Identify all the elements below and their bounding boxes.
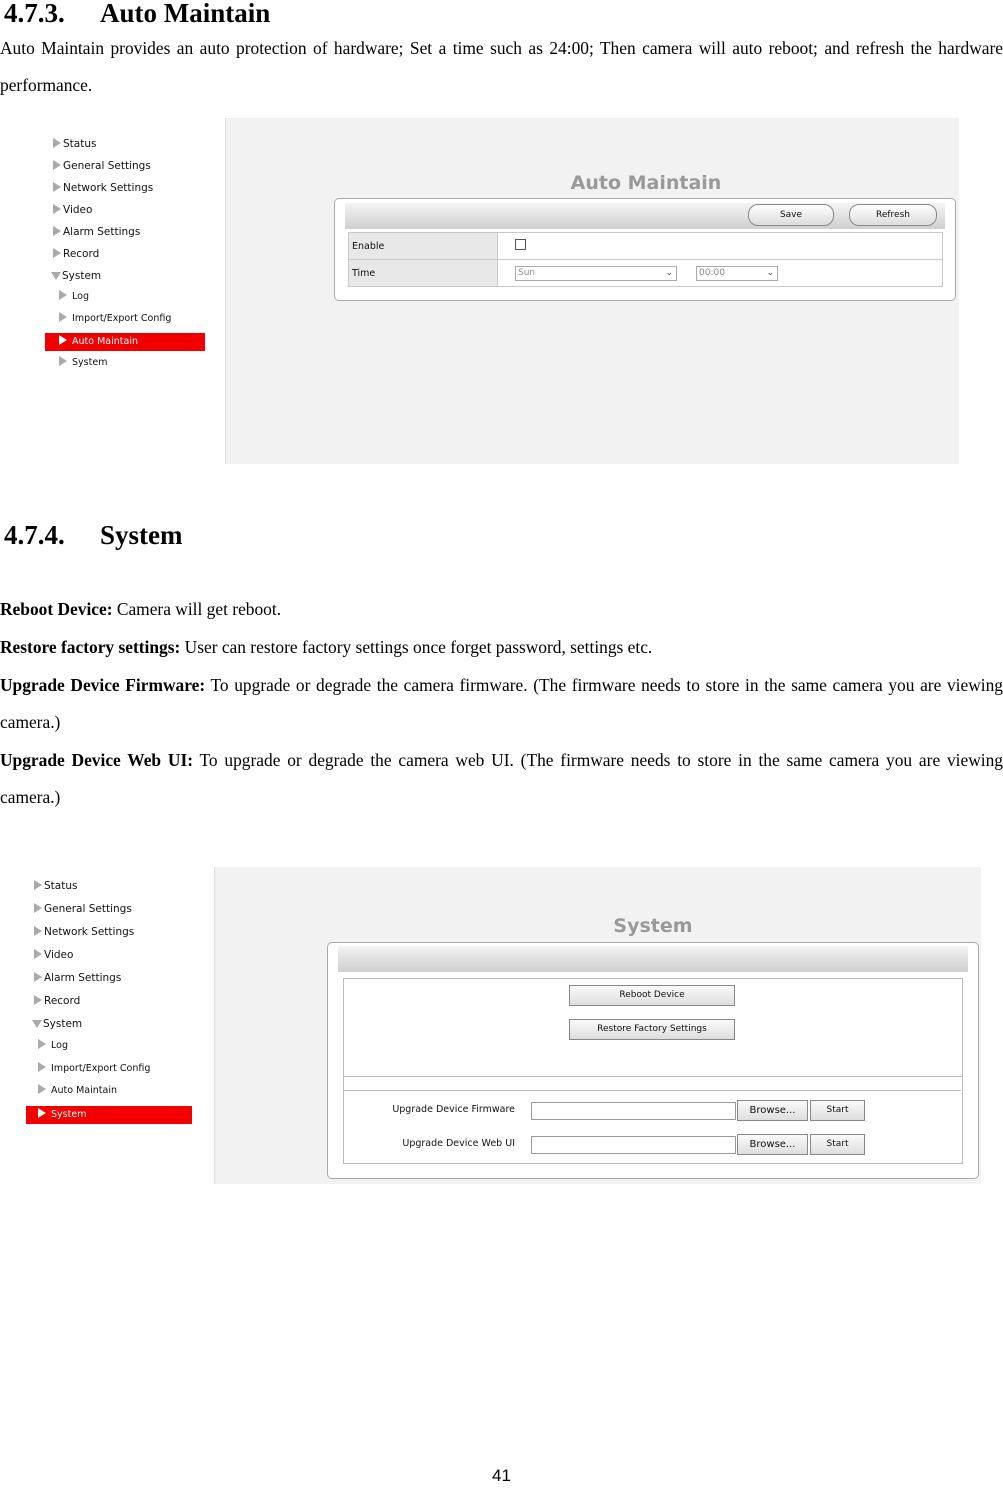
upgrade-webui-label: Upgrade Device Web UI	[402, 1138, 515, 1149]
settings-table	[348, 232, 943, 287]
nav-item-alarm-settings[interactable]: Alarm Settings	[53, 223, 140, 241]
subnav-item-import-export[interactable]: Import/Export Config	[59, 310, 171, 328]
reboot-device-button[interactable]: Reboot Device	[569, 985, 735, 1006]
expand-arrow-icon	[34, 972, 42, 982]
enable-row	[349, 233, 943, 260]
section-heading-auto-maintain	[4, 0, 270, 27]
time-label: Time	[349, 260, 498, 287]
section-number: 4.7.4.	[4, 520, 65, 550]
page-number: 41	[492, 1466, 511, 1485]
nav-item-general-settings[interactable]: General Settings	[34, 900, 132, 918]
expand-arrow-icon	[53, 226, 61, 236]
nav-item-system[interactable]: System	[32, 1015, 82, 1033]
chevron-down-icon: ⌄	[665, 267, 673, 278]
expand-arrow-icon	[53, 248, 61, 258]
definition-term: Restore factory settings:	[0, 637, 181, 657]
nav-item-general-settings[interactable]: General Settings	[53, 157, 151, 175]
upgrade-firmware-label: Upgrade Device Firmware	[392, 1104, 515, 1115]
sidebar-nav	[24, 861, 214, 1184]
section-title: System	[100, 520, 183, 550]
nav-item-status[interactable]: Status	[34, 877, 77, 895]
expand-arrow-icon	[38, 1039, 46, 1049]
section-title: Auto Maintain	[100, 0, 271, 28]
time-cell	[498, 260, 943, 287]
expand-arrow-icon	[38, 1062, 46, 1072]
section-heading-system	[4, 522, 183, 549]
webui-start-button[interactable]: Start	[810, 1134, 865, 1155]
chevron-down-icon: ⌄	[766, 267, 775, 278]
expand-arrow-icon	[59, 312, 67, 322]
subnav-item-system[interactable]: System	[59, 354, 107, 372]
definition-term: Upgrade Device Web UI:	[0, 750, 194, 770]
auto-maintain-screenshot	[37, 118, 959, 464]
content-area	[225, 118, 959, 464]
nav-item-video[interactable]: Video	[53, 201, 92, 219]
subnav-item-log[interactable]: Log	[38, 1037, 68, 1055]
firmware-browse-button[interactable]: Browse...	[737, 1100, 808, 1121]
content-area	[214, 867, 981, 1184]
expand-arrow-icon	[53, 204, 61, 214]
page-title: System	[613, 915, 693, 937]
time-select[interactable]: 00:00 ⌄	[696, 266, 778, 281]
nav-item-alarm-settings[interactable]: Alarm Settings	[34, 969, 121, 987]
enable-cell	[498, 233, 943, 260]
definition-reboot	[0, 591, 1003, 628]
save-button[interactable]: Save	[748, 204, 834, 226]
nav-item-video[interactable]: Video	[34, 946, 73, 964]
expand-arrow-icon	[59, 356, 67, 366]
nav-item-network-settings[interactable]: Network Settings	[34, 923, 134, 941]
expand-arrow-icon	[53, 160, 61, 170]
webui-browse-button[interactable]: Browse...	[737, 1134, 808, 1155]
expand-arrow-icon	[38, 1084, 46, 1094]
collapse-arrow-icon	[32, 1020, 42, 1028]
definition-firmware	[0, 667, 1003, 741]
day-select[interactable]: Sun ⌄	[515, 266, 677, 281]
definition-text: Camera will get reboot.	[112, 599, 282, 619]
section-paragraph: Auto Maintain provides an auto protection of hardware; Set a time such as 24:00; Then camera will auto reboot; and refresh the hardware performance.	[0, 38, 1003, 95]
restore-factory-button[interactable]: Restore Factory Settings	[569, 1019, 735, 1040]
definition-text: User can restore factory settings once forget password, settings etc.	[180, 637, 653, 657]
system-screenshot	[24, 861, 981, 1184]
expand-arrow-icon	[34, 926, 42, 936]
expand-arrow-icon	[59, 290, 67, 300]
definition-restore	[0, 629, 1003, 666]
nav-item-status[interactable]: Status	[53, 135, 96, 153]
system-panel	[327, 942, 979, 1179]
section-number: 4.7.3.	[4, 0, 65, 28]
enable-checkbox[interactable]	[515, 239, 526, 250]
time-row	[349, 260, 943, 287]
subnav-item-import-export[interactable]: Import/Export Config	[38, 1060, 150, 1078]
nav-item-network-settings[interactable]: Network Settings	[53, 179, 153, 197]
refresh-button[interactable]: Refresh	[849, 204, 937, 226]
subnav-item-auto-maintain[interactable]: Auto Maintain	[45, 333, 205, 351]
firmware-file-input[interactable]	[531, 1102, 736, 1120]
nav-item-system[interactable]: System	[51, 267, 101, 285]
expand-arrow-icon	[34, 995, 42, 1005]
definition-webui	[0, 742, 1003, 816]
expand-arrow-icon	[34, 949, 42, 959]
subnav-item-auto-maintain[interactable]: Auto Maintain	[38, 1082, 117, 1100]
panel-toolbar	[338, 946, 968, 972]
expand-arrow-icon	[38, 1108, 46, 1118]
expand-arrow-icon	[34, 903, 42, 913]
webui-file-input[interactable]	[531, 1136, 736, 1154]
nav-item-record[interactable]: Record	[34, 992, 80, 1010]
upgrade-header-strip	[343, 1076, 961, 1091]
subnav-item-log[interactable]: Log	[59, 288, 89, 306]
expand-arrow-icon	[59, 335, 67, 345]
definition-text: To upgrade or degrade the camera web UI. (The firmware needs to store in the same camera you are viewing camera.)	[0, 750, 1003, 807]
expand-arrow-icon	[53, 138, 61, 148]
definition-term: Reboot Device:	[0, 599, 113, 619]
definition-text: To upgrade or degrade the camera firmware. (The firmware needs to store in the same camera you are viewing camera.)	[0, 675, 1003, 732]
firmware-start-button[interactable]: Start	[810, 1100, 865, 1121]
nav-item-record[interactable]: Record	[53, 245, 99, 263]
expand-arrow-icon	[34, 880, 42, 890]
enable-label: Enable	[349, 233, 498, 260]
auto-maintain-panel	[334, 198, 956, 301]
sidebar-nav	[37, 118, 225, 464]
page-title: Auto Maintain	[570, 172, 722, 194]
definition-term: Upgrade Device Firmware:	[0, 675, 206, 695]
subnav-item-system[interactable]: System	[26, 1106, 192, 1124]
collapse-arrow-icon	[51, 272, 61, 280]
expand-arrow-icon	[53, 182, 61, 192]
